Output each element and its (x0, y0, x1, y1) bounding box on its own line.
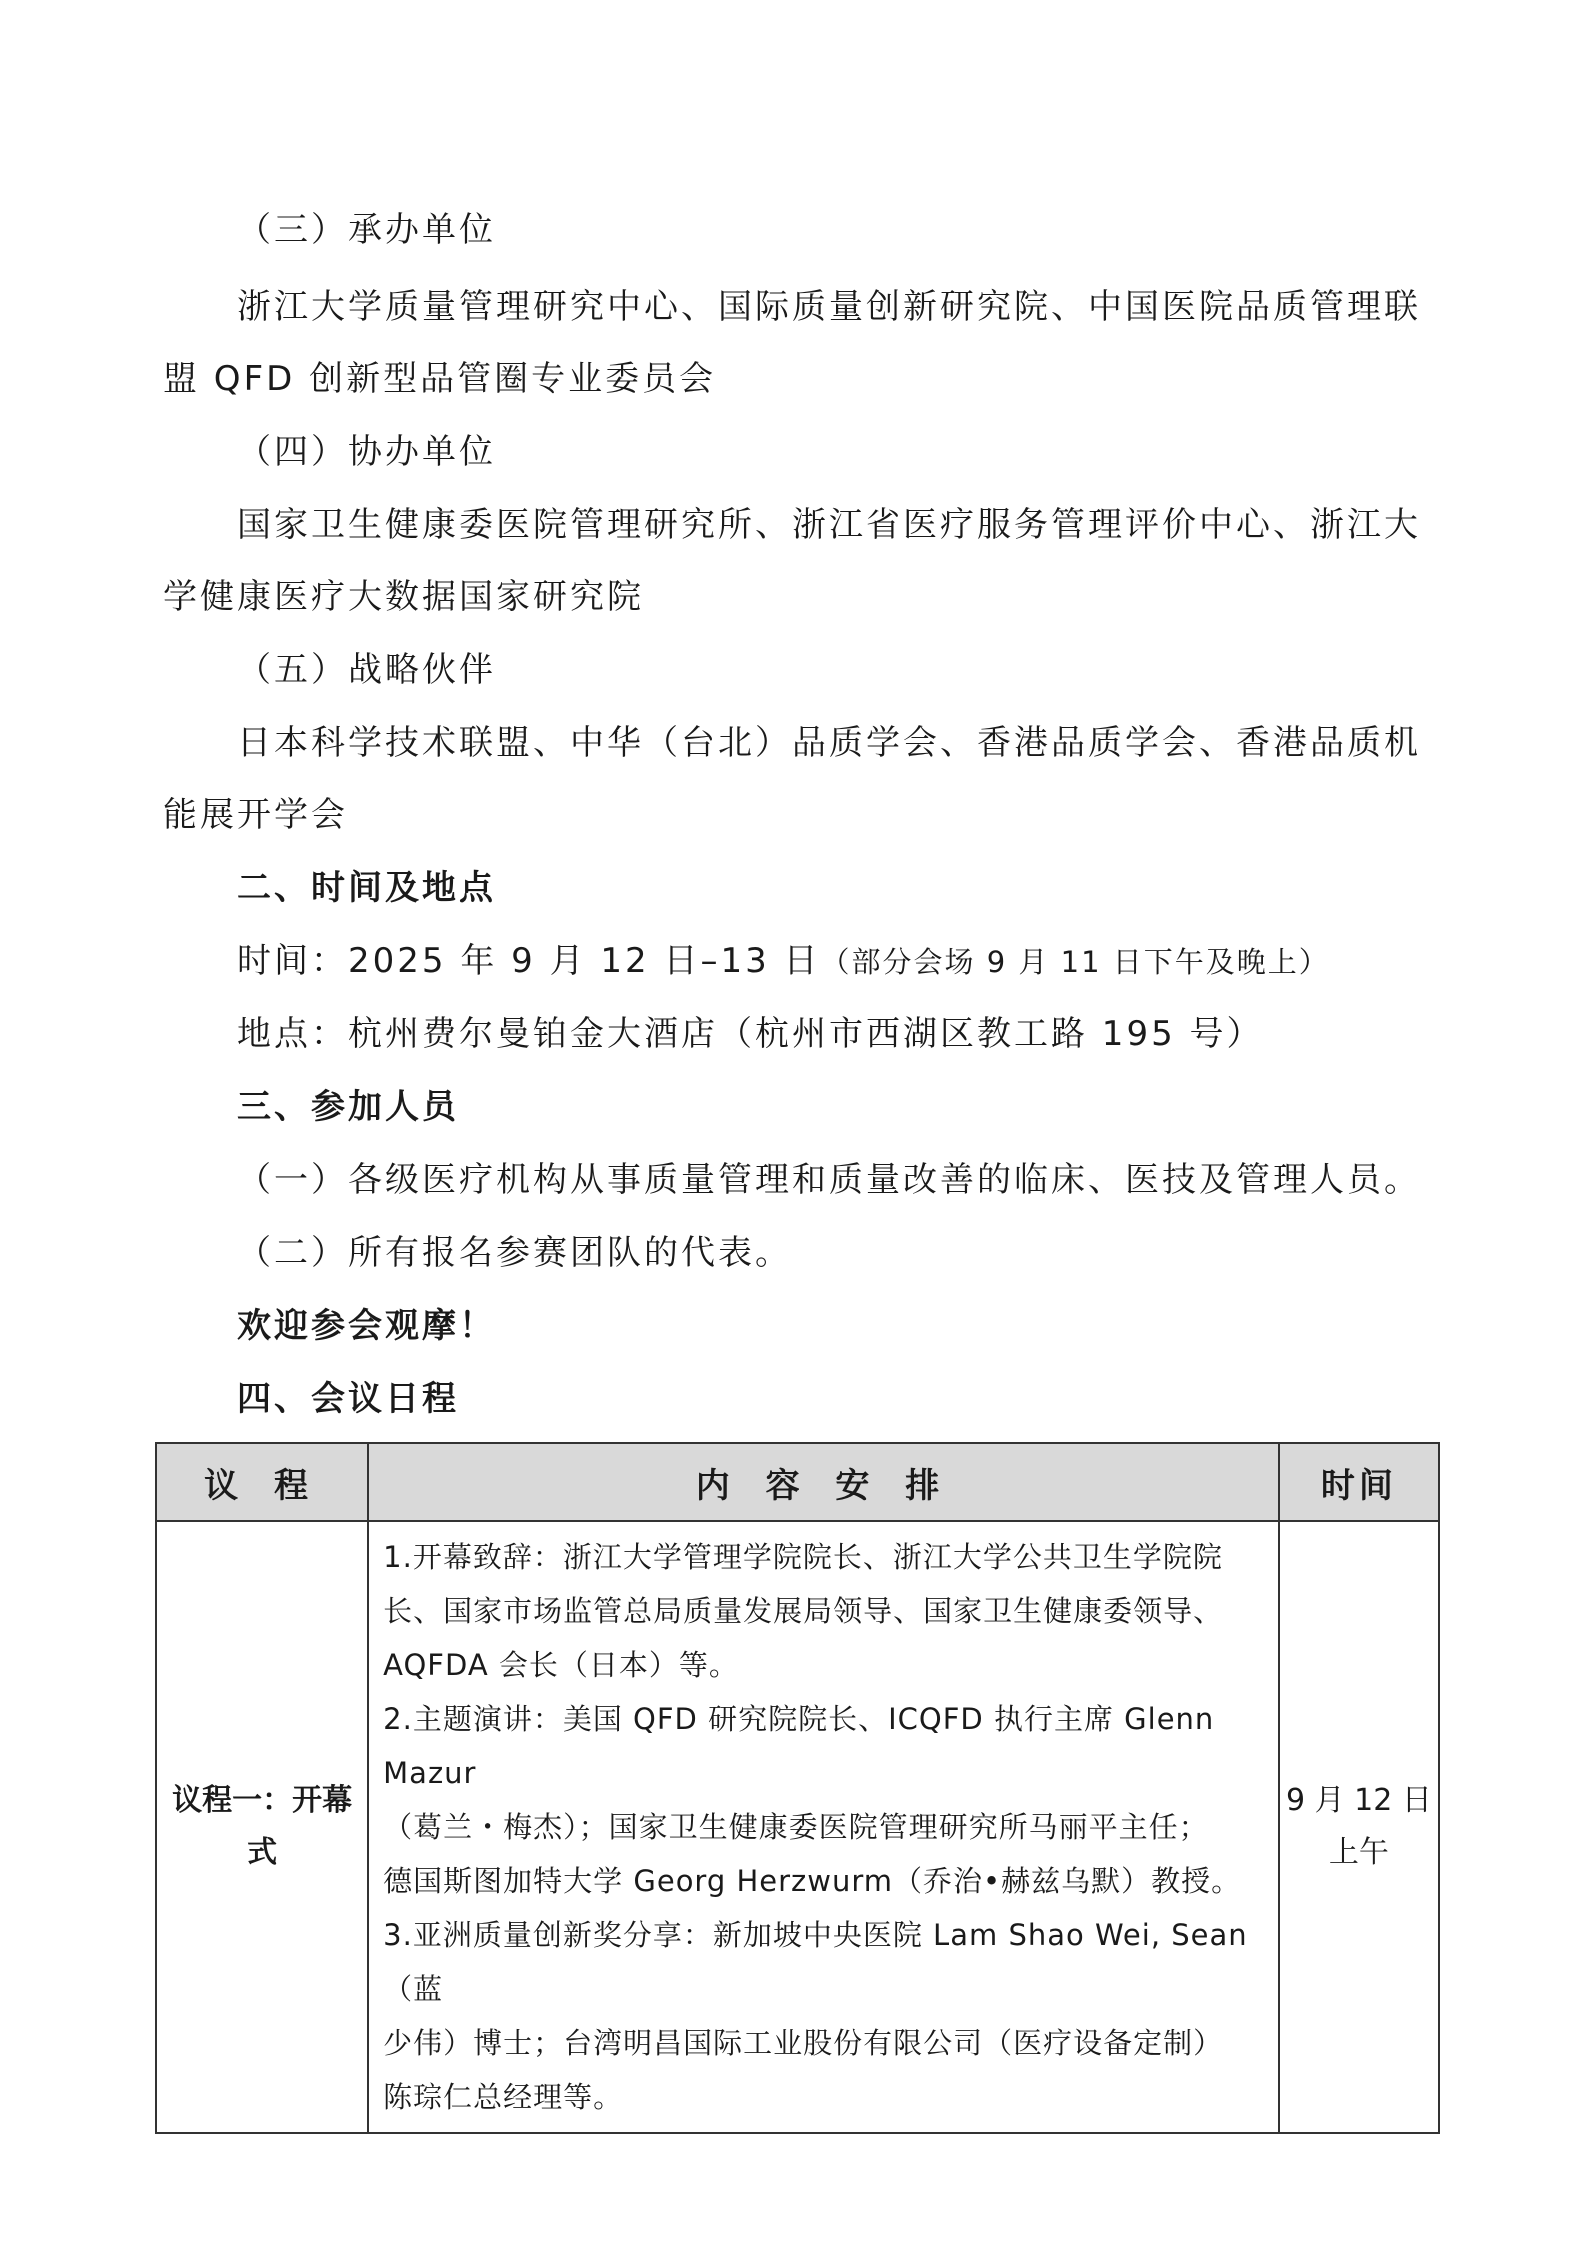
section-4-heading: （四）协办单位 (237, 432, 496, 472)
session-name-line-1: 议程一：开幕 (172, 1783, 353, 1818)
session-name-line-2: 式 (247, 1835, 278, 1870)
participants-item-2: （二）所有报名参赛团队的代表。 (237, 1233, 792, 1273)
session-period: 上午 (1328, 1835, 1389, 1870)
content-line: 3.亚洲质量创新奖分享：新加坡中央医院 Lam Shao Wei, Sean（蓝 (383, 1918, 1248, 2006)
column-header-session: 议 程 (156, 1443, 368, 1521)
time-line (237, 939, 1517, 984)
table-row (156, 1521, 1439, 2133)
content-line: 长、国家市场监管总局质量发展局领导、国家卫生健康委领导、 (383, 1594, 1224, 1628)
content-line: （葛兰・梅杰）；国家卫生健康委医院管理研究所马丽平主任； (383, 1810, 1209, 1844)
content-line: AQFDA 会长（日本）等。 (383, 1648, 739, 1682)
content-line: 少伟）博士；台湾明昌国际工业股份有限公司（医疗设备定制） (383, 2026, 1224, 2060)
section-4-text-line-2: 学健康医疗大数据国家研究院 (163, 577, 644, 617)
section-5-text-line-2: 能展开学会 (163, 795, 348, 835)
session-date: 9 月 12 日 (1285, 1783, 1432, 1818)
column-header-time: 时间 (1279, 1443, 1439, 1521)
content-line: 陈琮仁总经理等。 (383, 2080, 624, 2114)
session-content-cell (368, 1521, 1279, 2133)
column-header-content: 内 容 安 排 (368, 1443, 1279, 1521)
agenda-heading: 四、会议日程 (237, 1379, 459, 1419)
section-4-text-line-1: 国家卫生健康委医院管理研究所、浙江省医疗服务管理评价中心、浙江大 (237, 505, 1421, 545)
content-line: 德国斯图加特大学 Georg Herzwurm（乔治•赫兹乌默）教授。 (383, 1864, 1242, 1898)
content-line: 1.开幕致辞：浙江大学管理学院院长、浙江大学公共卫生学院院 (383, 1540, 1223, 1574)
time-note: （部分会场 9 月 11 日下午及晚上） (820, 945, 1330, 979)
section-5-text-line-1: 日本科学技术联盟、中华（台北）品质学会、香港品质学会、香港品质机 (237, 723, 1421, 763)
session-time-cell (1279, 1521, 1439, 2133)
session-name-cell (156, 1521, 368, 2133)
participants-heading: 三、参加人员 (237, 1087, 459, 1127)
agenda-table (155, 1442, 1440, 2134)
time-main: 时间：2025 年 9 月 12 日–13 日 (237, 941, 821, 981)
content-line: 2.主题演讲：美国 QFD 研究院院长、ICQFD 执行主席 Glenn Mazur (383, 1702, 1215, 1790)
participants-item-1: （一）各级医疗机构从事质量管理和质量改善的临床、医技及管理人员。 (237, 1160, 1421, 1200)
section-3-text-line-1: 浙江大学质量管理研究中心、国际质量创新研究院、中国医院品质管理联 (237, 287, 1421, 327)
place-line: 地点：杭州费尔曼铂金大酒店（杭州市西湖区教工路 195 号） (237, 1014, 1264, 1054)
agenda-header-row (156, 1443, 1439, 1521)
welcome-text: 欢迎参会观摩！ (237, 1306, 496, 1346)
section-3-heading: （三）承办单位 (237, 210, 496, 250)
section-5-heading: （五）战略伙伴 (237, 650, 496, 690)
time-place-heading: 二、时间及地点 (237, 868, 496, 908)
section-3-text-line-2: 盟 QFD 创新型品管圈专业委员会 (163, 359, 717, 399)
